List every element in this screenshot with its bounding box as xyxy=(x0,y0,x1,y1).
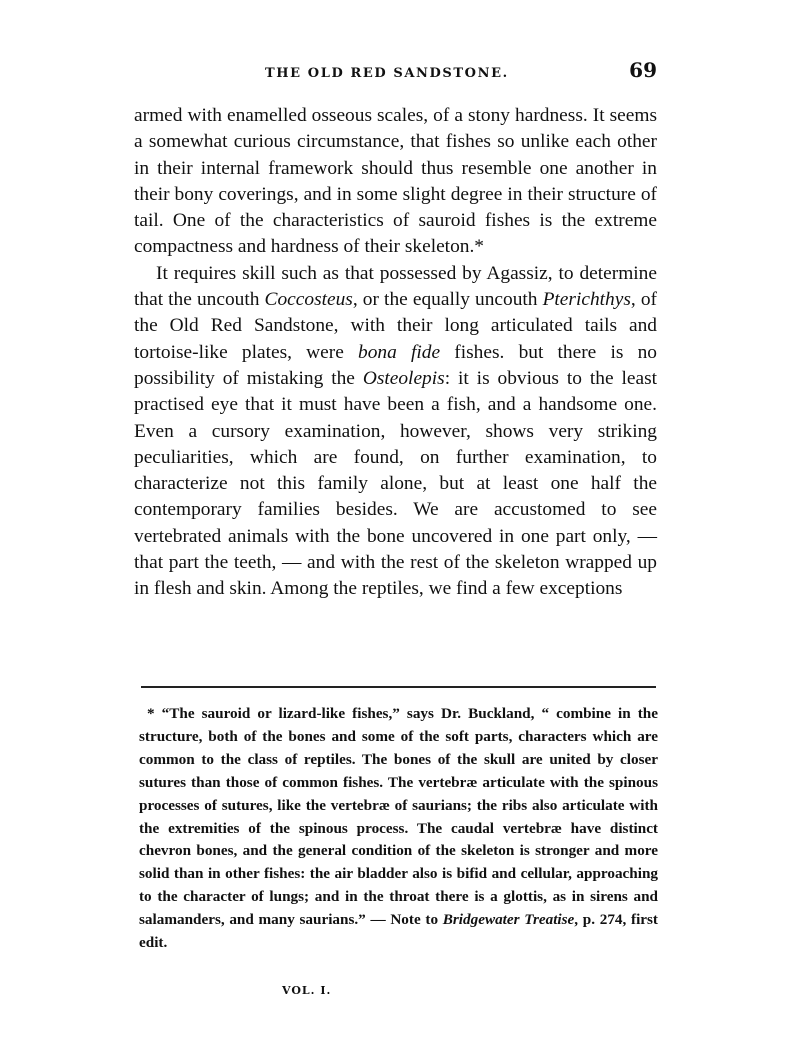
footnote-source-detail: , p. 274, first edit. xyxy=(139,911,658,952)
footnote xyxy=(139,703,658,955)
signature-mark: VOL. I. xyxy=(282,984,332,997)
paragraph-2-text-1: It requires skill such as that possessed by Agassiz, to determine that the uncouth xyxy=(134,262,657,311)
footnote-text: * “The sauroid or lizard-like fishes,” says Dr. Buckland, “ combine in the structure, both of the bones and some of the soft parts, characters which are common to the class of reptiles. The bones of the skull are united by closer sutures than those of common fishes. The vertebræ articulate with the spinous processes of sutures, like the vertebræ of saurians; the ribs also articulate with the extremities of the spinous process. The caudal vertebræ have distinct chevron bones, and the general condition of the skeleton is stronger and more solid than in other fishes: the air bladder also is bifid and cellular, approaching to the character of lungs; and in the throat there is a glottis, as in sirens and salamanders, and many saurians.” — Note to xyxy=(139,705,658,929)
italic-pterichthys: Pterichthys xyxy=(542,289,631,311)
running-header xyxy=(130,58,660,90)
italic-coccosteus: Coccosteus xyxy=(264,289,353,311)
paragraph-2-text-3: , of the Old Red Sandstone, with their long articulated tails and tortoise-like plates, were xyxy=(134,289,657,363)
italic-bona-fide: bona fide xyxy=(358,341,441,363)
paragraph-1: armed with enamelled osseous scales, of a stony hardness. It seems a somewhat curious circumstance, that fishes so unlike each other in their internal framework should thus resemble one another in their bony coverings, and in some slight degree in their structure of tail. One of the characteristics of sauroid fishes is the extreme compactness and hardness of their skeleton.* xyxy=(134,105,657,258)
italic-osteolepis: Osteolepis xyxy=(362,367,445,389)
footnote-divider xyxy=(141,686,656,688)
paragraph-2-text-5: : it is obvious to the least practised eye that it must have been a fish, and a handsome one. Even a cursory examination, however, shows very striking peculiarities, which are found, on further examination, to characterize not this family alone, but at least one half the contemporary families besides. We are accustomed to see vertebrated animals with the bone uncovered in one part only, — that part the teeth, — and with the rest of the skeleton wrapped up in flesh and skin. Among the reptiles, we find a few exceptions xyxy=(134,367,657,600)
paragraph-2 xyxy=(134,261,657,603)
running-title: THE OLD RED SANDSTONE. xyxy=(265,66,509,81)
footnote-paragraph xyxy=(139,703,658,955)
paragraph-2-text-2: , or the equally uncouth xyxy=(352,289,543,311)
body-text xyxy=(134,103,657,603)
page-number: 69 xyxy=(629,58,657,82)
paragraph-2-text-4: fishes. but there is no possibility of mistaking the xyxy=(134,341,657,389)
footnote-source-title: Bridgewater Treatise xyxy=(442,911,575,929)
